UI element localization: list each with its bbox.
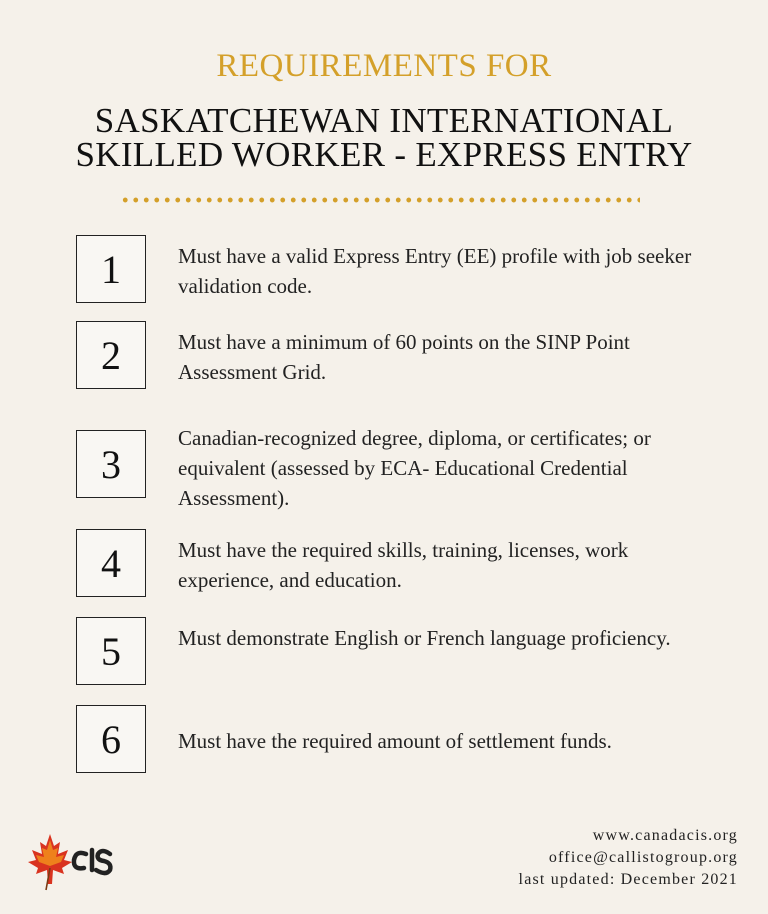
requirement-text: Must demonstrate English or French language proficiency. [178, 626, 671, 650]
requirement-item [76, 235, 716, 305]
requirement-item [76, 426, 716, 510]
requirement-item [76, 529, 716, 599]
email-link[interactable]: office@callistogroup.org [548, 849, 738, 866]
number-box: 3 [76, 430, 146, 498]
requirement-text: Canadian-recognized degree, diploma, or certificates; or equivalent (assessed by ECA- Educational Credential Assessment). [178, 426, 651, 510]
number-box: 1 [76, 235, 146, 303]
cis-logo [26, 828, 126, 894]
maple-leaf-icon [26, 828, 126, 894]
contact-info [519, 825, 738, 891]
dotted-divider [120, 196, 640, 204]
requirement-text: Must have a valid Express Entry (EE) profile with job seeker validation code. [178, 244, 692, 298]
title-line-2: SKILLED WORKER - EXPRESS ENTRY [75, 135, 693, 174]
requirement-text: Must have a minimum of 60 points on the SINP Point Assessment Grid. [178, 330, 630, 384]
requirement-text: Must have the required amount of settlement funds. [178, 729, 612, 753]
subtitle: REQUIREMENTS FOR [216, 48, 552, 84]
number-box: 6 [76, 705, 146, 773]
number-box: 5 [76, 617, 146, 685]
number-box: 2 [76, 321, 146, 389]
page-title [0, 101, 768, 174]
title-line-1: SASKATCHEWAN INTERNATIONAL [94, 101, 674, 140]
requirement-item [76, 705, 716, 775]
requirement-text: Must have the required skills, training, licenses, work experience, and education. [178, 538, 629, 592]
requirement-item [76, 617, 716, 687]
website-link[interactable]: www.canadacis.org [592, 827, 738, 844]
requirement-item [76, 321, 716, 391]
last-updated: last updated: December 2021 [518, 871, 738, 888]
number-box: 4 [76, 529, 146, 597]
